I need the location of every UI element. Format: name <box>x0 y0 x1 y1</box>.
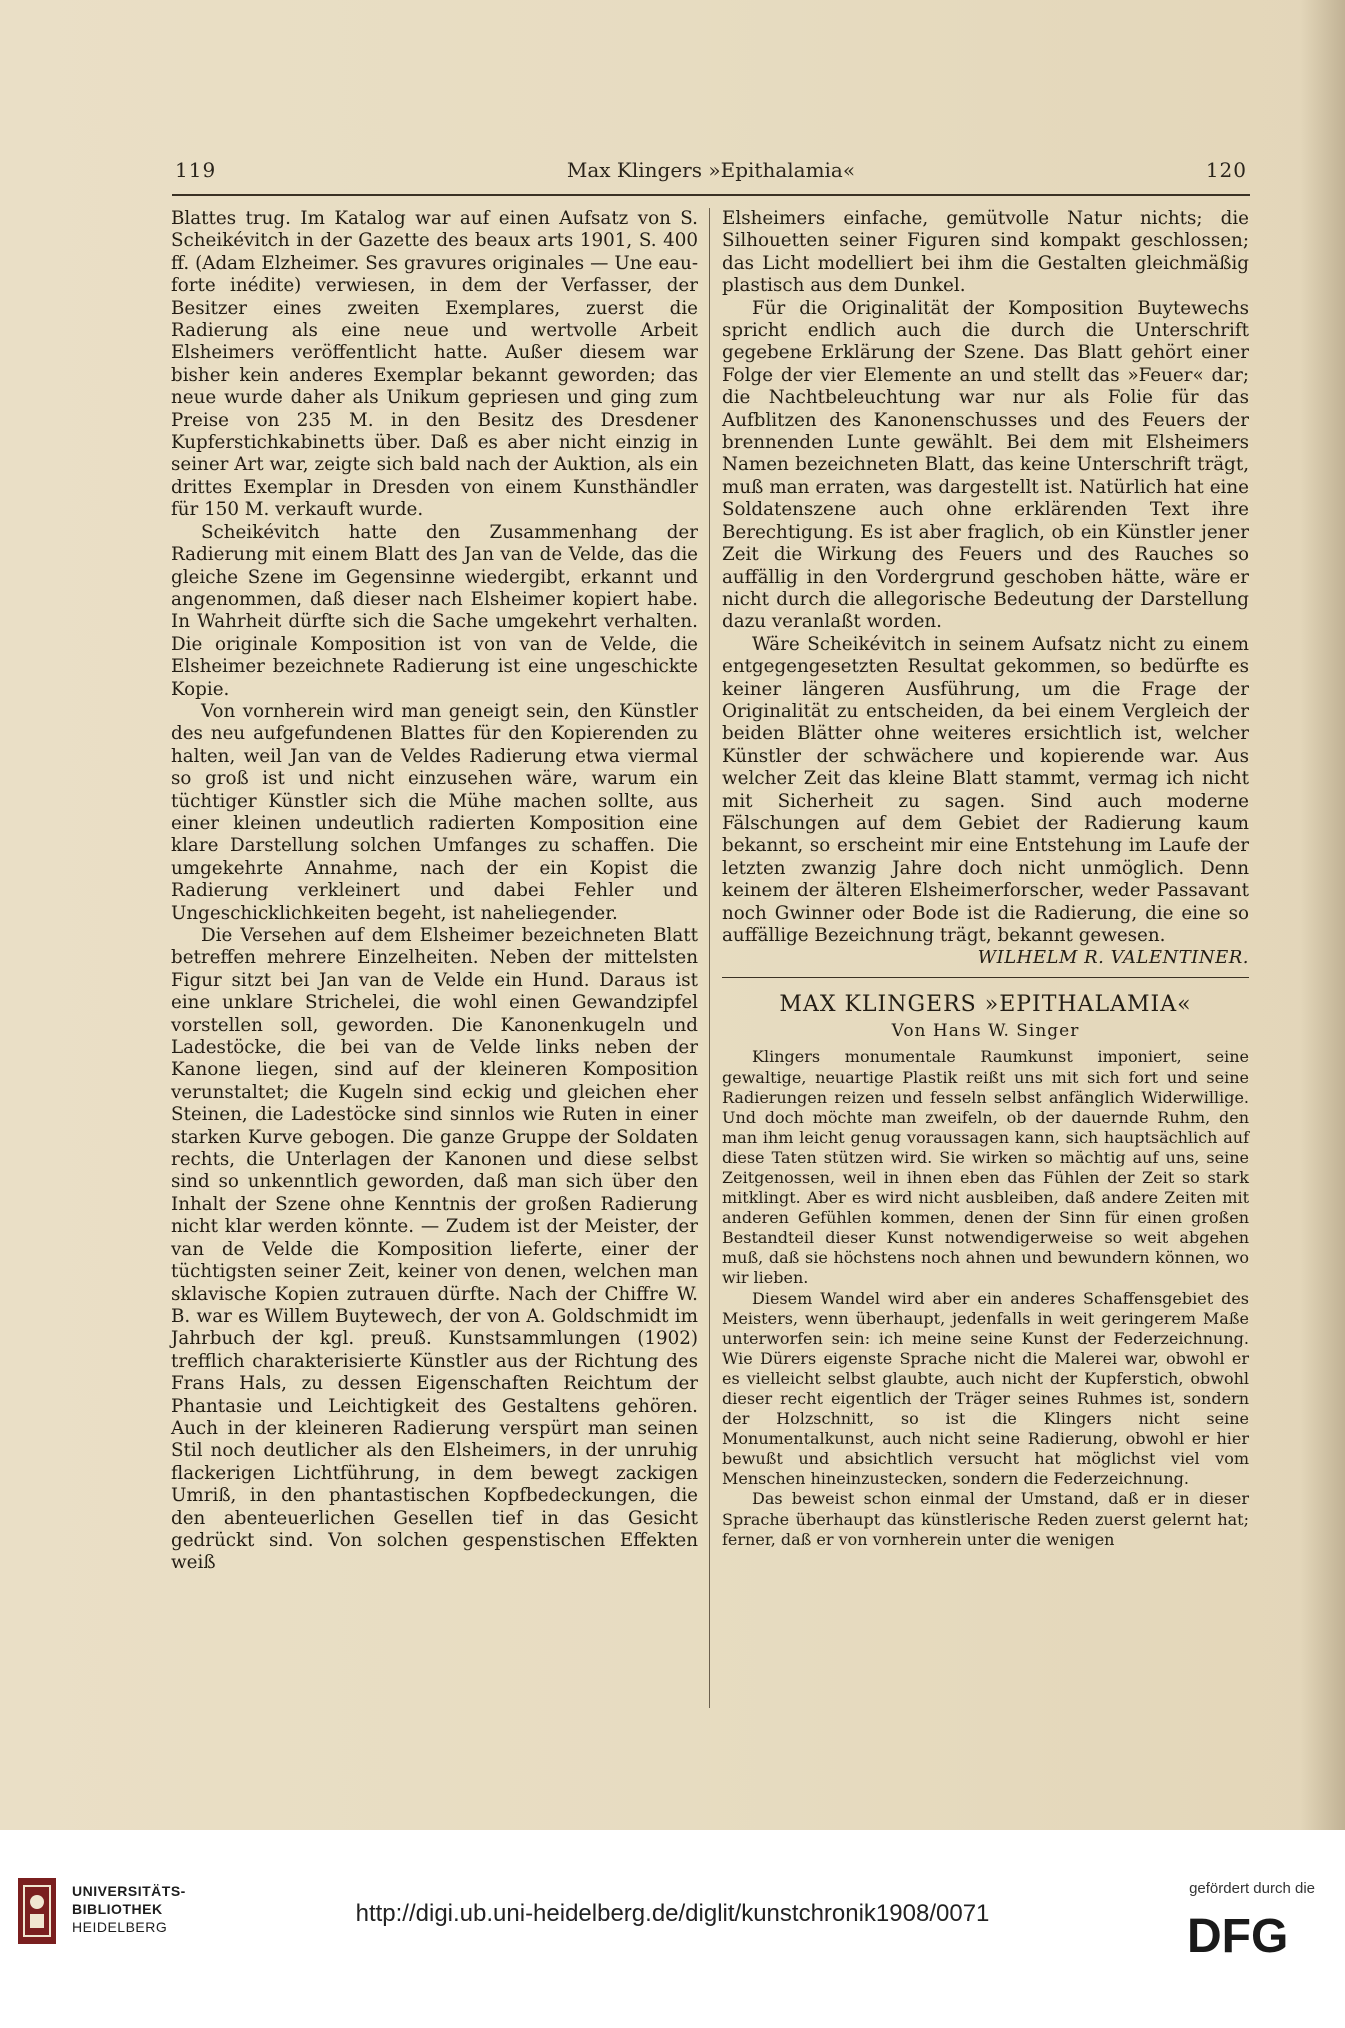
article-title: MAX KLINGERS »EPITHALAMIA« <box>779 992 1192 1018</box>
running-title: Max Klingers »Epithalamia« <box>566 158 856 182</box>
paragraph: Blattes trug. Im Katalog war auf einen Aufsatz von S. Scheikévitch in der Gazette des beaux arts 1901, S. 400 ff. (Adam Elzheimer. Ses gravures originales — Une eau-forte inédite) verwiesen, in dem der Verfasser, der Besitzer eines zweiten Exemplares, zuerst die Radierung als eine neue und wertvolle Arbeit Elsheimers veröffentlicht hatte. Außer diesem war bisher kein anderes Exemplar bekannt geworden; das neue wurde daher als Unikum gepriesen und ging zum Preise von 235 M. in den Besitz des Dresdener Kupferstichkabinetts über. Daß es aber nicht einzig in seiner Art war, zeigte sich bald nach der Auktion, als ein drittes Exemplar in Dresden von einem Kunsthändler für 150 M. verkauft wurde. <box>171 208 698 521</box>
column-divider <box>709 208 710 1708</box>
paragraph: Scheikévitch hatte den Zusammenhang der Radierung mit einem Blatt des Jan van de Velde, das die gleiche Szene im Gegensinne wiedergibt, erkannt und angenommen, daß dieser nach Elsheimer kopiert habe. In Wahrheit dürfte sich die Sache umgekehrt verhalten. Die originale Komposition ist von van de Velde, die Elsheimer bezeichnete Radierung ist eine ungeschickte Kopie. <box>171 521 698 700</box>
page-edge-shadow <box>1300 0 1345 1830</box>
left-column <box>171 208 698 1575</box>
paragraph: Klingers monumentale Raumkunst imponiert, seine gewaltige, neuartige Plastik reißt uns mit sich fort und seine Radierungen reizen und fesseln selbst anfänglich Widerwillige. Und doch möchte man zweifeln, ob der dauernde Ruhm, den man ihm leicht genug voraussagen kann, sich hauptsächlich auf diese Taten stützen wird. Sie wirken so mächtig auf uns, seine Zeitgenossen, weil in ihnen eben das Fühlen der Zeit so stark mitklingt. Aber es wird nicht ausbleiben, daß andere Zeiten mit anderen Gefühlen kommen, denen der Sinn für einen großen Bestandteil dieser Kunst notwendigerweise so weit abgehen muß, daß sie höchstens noch ahnen und bewundern können, wo wir lieben. <box>722 1047 1249 1288</box>
footer-bar <box>0 1830 1345 2028</box>
paragraph: Von vornherein wird man geneigt sein, den Künstler des neu aufgefundenen Blattes für den Kopierenden zu halten, weil Jan van de Veldes Radierung etwa viermal so groß ist und nicht einzusehen wäre, warum ein tüchtiger Künstler sich die Mühe machen sollte, aus einer kleinen undeutlich radierten Komposition eine klare Darstellung solchen Umfanges zu schaffen. Die umgekehrte Annahme, nach der ein Kopist die Radierung verkleinert und dabei Fehler und Ungeschicklichkeiten begeht, ist naheliegender. <box>171 700 698 924</box>
paragraph: Elsheimers einfache, gemütvolle Natur nichts; die Silhouetten seiner Figuren sind kompakt geschlossen; das Licht modelliert bei ihm die Gestalten gleichmäßig plastisch aus dem Dunkel. <box>722 208 1249 297</box>
right-column <box>722 208 1249 1550</box>
paragraph: Wäre Scheikévitch in seinem Aufsatz nicht zu einem entgegengesetzten Resultat gekommen, so bedürfte es keiner längeren Ausführung, um die Frage der Originalität zu entscheiden, da bei einem Vergleich der beiden Blätter ohne weiteres ersichtlich ist, welcher Künstler der schwächere und kopierende war. Aus welcher Zeit das kleine Blatt stammt, vermag ich nicht mit Sicherheit zu sagen. Sind auch moderne Fälschungen auf dem Gebiet der Radierung kaum bekannt, so erscheint mir eine Entstehung im Laufe der letzten zwanzig Jahre doch nicht unmöglich. Denn keinem der älteren Elsheimerforscher, weder Passavant noch Gwinner oder Bode ist die Radierung, die eine so auffällige Bezeichnung trägt, bekannt gewesen. <box>722 633 1249 946</box>
page-number-left: 119 <box>175 158 217 182</box>
dfg-logo-icon <box>1187 1910 1315 1958</box>
paragraph: Das beweist schon einmal der Umstand, daß er in dieser Sprache überhaupt das künstlerische Reden zuerst gelernt hat; ferner, daß er von vornherein unter die wenigen <box>722 1489 1249 1549</box>
paragraph: Für die Originalität der Komposition Buytewechs spricht endlich auch die durch die Unterschrift gegebene Erklärung der Szene. Das Blatt gehört einer Folge der vier Elemente an und stellt das »Feuer« dar; die Nachtbeleuchtung war nur als Folie für das Aufblitzen des Kanonenschusses und des Feuers der brennenden Lunte gewählt. Bei dem mit Elsheimers Namen bezeichneten Blatt, das keine Unterschrift trägt, muß man erraten, was dargestellt ist. Natürlich hat eine Soldatenszene auch ohne erklärenden Text ihre Berechtigung. Es ist aber fraglich, ob ein Künstler jener Zeit die Wirkung des Feuers und des Rauches so auffällig in den Vordergrund geschoben hätte, wäre er nicht durch die allegorische Bedeutung der Darstellung dazu veranlaßt worden. <box>722 297 1249 633</box>
section-rule <box>722 977 1249 978</box>
paragraph: Diesem Wandel wird aber ein anderes Schaffensgebiet des Meisters, wenn überhaupt, jedenfalls in weit geringerem Maße unterworfen sein: ich meine seine Kunst der Federzeichnung. Wie Dürers eigenste Sprache nicht die Malerei war, obwohl er es vielleicht selbst glaubte, auch nicht der Kupferstich, obwohl dieser recht eigentlich der Träger seines Ruhmes ist, sondern der Holzschnitt, so ist die Klingers nicht seine Monumentalkunst, auch nicht seine Radierung, obwohl er hier bewußt und absichtlich versucht hat möglichst viel vom Menschen hineinzustecken, sondern die Federzeichnung. <box>722 1288 1249 1489</box>
page-number-right: 120 <box>1205 158 1247 182</box>
author-signature: WILHELM R. VALENTINER. <box>977 947 1249 969</box>
source-url[interactable]: http://digi.ub.uni-heidelberg.de/diglit/kunstchronik1908/0071 <box>355 1900 990 1927</box>
funding-caption: gefördert durch die <box>1189 1880 1315 1897</box>
paragraph: Die Versehen auf dem Elsheimer bezeichneten Blatt betreffen mehrere Einzelheiten. Neben der mittelsten Figur sitzt bei Jan van de Velde ein Hund. Daraus ist eine unklare Strichelei, die wohl einen Gewandzipfel vorstellen soll, geworden. Die Kanonenkugeln und Ladestöcke, die bei van de Velde links neben der Kanone liegen, sind auf der kleineren Komposition verunstaltet; die Kugeln sind eckig und gleichen eher Steinen, die Ladestöcke sind sinnlos wie Ruten in einer starken Kurve gebogen. Die ganze Gruppe der Soldaten rechts, die Unterlagen der Kanonen und diese selbst sind so unkenntlich geworden, daß man sich über den Inhalt der Szene ohne Kenntnis der großen Radierung nicht klar werden könnte. — Zudem ist der Meister, der van de Velde die Komposition lieferte, einer der tüchtigsten seiner Zeit, keiner von denen, welchen man sklavische Kopien zutrauen dürfte. Nach der Chiffre W. B. war es Willem Buytewech, der von A. Goldschmidt im Jahrbuch der kgl. preuß. Kunstsammlungen (1902) trefflich charakterisierte Künstler aus der Richtung des Frans Hals, zu dessen Eigenschaften Reichtum der Phantasie und Leichtigkeit des Gestaltens gehören. Auch in der kleineren Radierung verspürt man seinen Stil noch deutlicher als den Elsheimers, in der unruhig flackerigen Lichtführung, in dem bewegt zackigen Umriß, in den phantastischen Kopfbedeckungen, die den abenteuerlichen Gesellen tief in das Gesicht gedrückt sind. Von solchen gespenstischen Effekten weiß <box>171 925 698 1574</box>
institution-name: UNIVERSITÄTS- BIBLIOTHEK HEIDELBERG <box>72 1883 186 1935</box>
article-author: Von Hans W. Singer <box>891 1021 1080 1042</box>
header-rule <box>172 194 1250 196</box>
svg-text:DFG: DFG <box>1187 1910 1289 1958</box>
running-header <box>175 150 1247 190</box>
